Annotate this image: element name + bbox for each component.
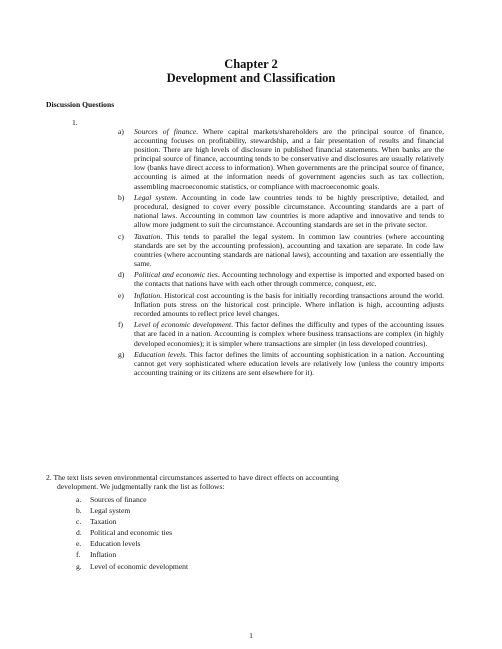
rank-text: Education levels	[90, 539, 141, 549]
rank-label: f.	[76, 550, 81, 560]
rank-text: Sources of finance	[90, 495, 147, 504]
item-label: e)	[118, 290, 124, 300]
rank-label: d.	[76, 528, 82, 538]
item-text: . This tends to parallel the legal system. In common law countries (where accounting standards are set by the accounting profession), accounting and taxation are separate. In code law countries (where accounting standards are national laws), accounting and taxation are essentially the same.	[134, 231, 444, 268]
item-label: g)	[118, 349, 125, 359]
list-item	[76, 549, 188, 560]
list-item	[76, 494, 188, 505]
question-2-line-1: 2. The text lists seven environmental circumstances asserted to have direct effects on accounting	[46, 473, 339, 482]
item-text: . This factor defines the difficulty and types of the accounting issues that are faced in a nation. Accounting is complex where business transactions are complex (in highly developed economies); it is simpler where transactions are simpler (in less developed countries).	[134, 320, 445, 348]
list-item	[76, 538, 188, 549]
rank-text: Political and economic ties	[90, 528, 173, 538]
page-number: 1	[249, 631, 253, 640]
item-text: . Accounting technology and expertise is imported and exported based on the contacts that nations have with each other through commerce, conquest, etc.	[134, 270, 444, 289]
list-item	[76, 561, 188, 572]
item-term: Education levels	[134, 349, 186, 359]
item-text: . Where capital markets/shareholders are the principal source of finance, accounting focuses on profitability, stewardship, and a fair presentation of results and financial position. There are high levels of disclosure in published financial statements. When banks are the principal source of finance, accounting tends to be conservative and disclosures are usually relatively low (banks have direct access to information). When governments are the principal source of finance, accounting is aimed at the information needs of government agencies such as tax collection, assembling macroeconomic statistics, or compliance with macroeconomic goals.	[134, 127, 444, 191]
rank-label: b.	[76, 506, 82, 516]
item-term: Inflation	[134, 290, 161, 300]
rank-label: e.	[76, 539, 82, 549]
rank-label: g.	[76, 561, 82, 571]
list-item	[118, 320, 444, 347]
question-2-text	[46, 473, 426, 492]
rank-text: Inflation	[90, 550, 117, 560]
list-item	[118, 127, 444, 191]
item-label: d)	[118, 270, 125, 280]
list-item	[76, 505, 188, 516]
list-item	[118, 232, 444, 268]
list-item	[118, 350, 444, 377]
list-item	[118, 270, 444, 288]
list-item	[76, 527, 188, 538]
question-2-line-2: development. We judgmentally rank the list as follows:	[57, 482, 225, 492]
list-item	[76, 516, 188, 527]
item-term: Sources of finance	[134, 127, 197, 136]
question-1-list	[118, 127, 444, 380]
item-label: c)	[118, 231, 124, 241]
rank-text: Level of economic development	[90, 561, 189, 571]
ranking-list	[76, 494, 188, 572]
item-label: f)	[118, 320, 124, 330]
item-term: Legal system	[134, 192, 176, 202]
rank-text: Taxation	[90, 517, 117, 527]
item-label: a)	[118, 127, 124, 136]
item-text: . Accounting in code law countries tends to be highly prescriptive, detailed, and procedural, designed to cover every possible circumstance. Accounting standards are a part of national laws. Accounting in common law countries is more adaptive and innovative and tends to allow more judgment to suit the circumstance. Accounting standards are set in the private sector.	[134, 192, 444, 230]
item-label: b)	[118, 192, 125, 202]
rank-text: Legal system	[90, 506, 131, 516]
item-term: Political and economic ties	[134, 270, 218, 280]
item-text: . Historical cost accounting is the basis for initially recording transactions around the world. Inflation puts stress on the historical cost principle. Where inflation is high, accounting adjusts recorded amounts to reflect price level changes.	[134, 290, 444, 318]
rank-label: a.	[76, 495, 82, 504]
question-1-number: 1.	[72, 118, 78, 127]
list-item	[118, 193, 444, 229]
item-text: . This factor defines the limits of accounting sophistication in a nation. Accounting cannot get very sophisticated where education levels are relatively low (unless the country imports accounting training or its citizens are sent elsewhere for it).	[134, 349, 444, 378]
chapter-title: Development and Classification	[166, 71, 336, 85]
item-term: Level of economic development	[134, 320, 232, 330]
chapter-heading: Chapter 2	[224, 57, 278, 71]
rank-label: c.	[76, 517, 82, 527]
list-item	[118, 291, 444, 318]
section-title: Discussion Questions	[46, 100, 115, 109]
item-term: Taxation	[134, 231, 161, 241]
